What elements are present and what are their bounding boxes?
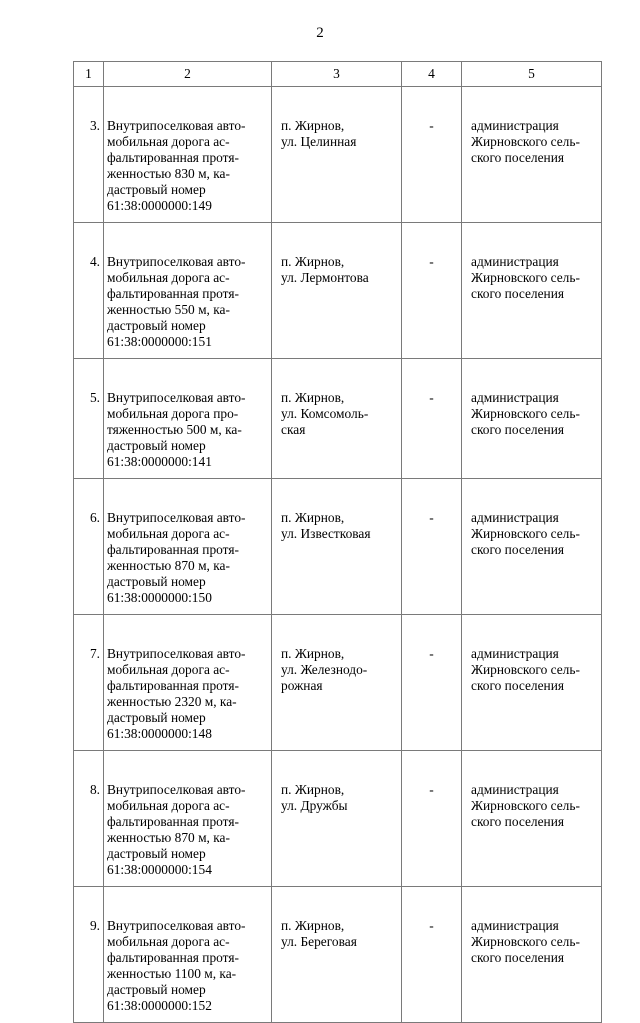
row-number-cell (74, 223, 104, 359)
road-name-cell (104, 615, 272, 751)
row-number-cell (74, 87, 104, 223)
column4-value: - (429, 254, 434, 269)
row-number-cell (74, 359, 104, 479)
owner-line: администрация (471, 646, 559, 661)
road-name-line: женностью 870 м, ка- (107, 830, 230, 845)
row-number-cell (74, 887, 104, 1023)
column-header-4: 4 (402, 62, 462, 87)
column4-cell (402, 223, 462, 359)
road-name-line: фальтированная протя- (107, 950, 239, 965)
address-line: п. Жирнов, (281, 118, 345, 133)
road-name-line: фальтированная протя- (107, 542, 239, 557)
address-line: ул. Комсомоль- (281, 406, 369, 421)
address-line: п. Жирнов, (281, 254, 345, 269)
table-header (74, 62, 602, 87)
column4-value: - (429, 646, 434, 661)
owner-line: ского поселения (471, 150, 565, 165)
address-line: п. Жирнов, (281, 390, 345, 405)
row-number-cell (74, 479, 104, 615)
road-name-line: Внутрипоселковая авто- (107, 510, 246, 525)
road-name-cell (104, 87, 272, 223)
owner-line: администрация (471, 390, 559, 405)
column-header-1: 1 (74, 62, 104, 87)
road-name-cell (104, 887, 272, 1023)
column4-cell (402, 479, 462, 615)
owner-line: Жирновского сель- (471, 270, 580, 285)
column4-cell (402, 751, 462, 887)
header-row (74, 62, 602, 87)
address-cell (272, 87, 402, 223)
address-line: ул. Лермонтова (281, 270, 369, 285)
address-line: ул. Береговая (281, 934, 357, 949)
table-row (74, 887, 602, 1023)
road-name-line: мобильная дорога ас- (107, 270, 230, 285)
road-name-line: женностью 550 м, ка- (107, 302, 230, 317)
owner-line: ского поселения (471, 286, 565, 301)
address-line: п. Жирнов, (281, 782, 345, 797)
column-header-5: 5 (462, 62, 602, 87)
road-name-line: 61:38:0000000:149 (107, 198, 212, 213)
road-name-line: мобильная дорога про- (107, 406, 239, 421)
road-name-line: Внутрипоселковая авто- (107, 782, 246, 797)
roads-table (73, 61, 602, 1023)
column-header-2: 2 (104, 62, 272, 87)
owner-line: ского поселения (471, 422, 565, 437)
column4-cell (402, 615, 462, 751)
address-line: ул. Известковая (281, 526, 371, 541)
road-name-line: Внутрипоселковая авто- (107, 390, 246, 405)
row-number: 7. (89, 646, 100, 661)
column4-value: - (429, 118, 434, 133)
road-name-line: мобильная дорога ас- (107, 134, 230, 149)
road-name-cell (104, 751, 272, 887)
road-name-line: фальтированная протя- (107, 286, 239, 301)
road-name-line: дастровый номер (107, 982, 206, 997)
road-name-line: женностью 2320 м, ка- (107, 694, 237, 709)
owner-line: Жирновского сель- (471, 134, 580, 149)
address-line: ская (281, 422, 306, 437)
road-name-line: 61:38:0000000:148 (107, 726, 212, 741)
row-number: 3. (89, 118, 100, 133)
table-row (74, 223, 602, 359)
road-name-line: 61:38:0000000:150 (107, 590, 212, 605)
road-name-line: Внутрипоселковая авто- (107, 118, 246, 133)
road-name-line: фальтированная протя- (107, 678, 239, 693)
row-number: 9. (89, 918, 100, 933)
road-name-line: 61:38:0000000:151 (107, 334, 212, 349)
owner-line: Жирновского сель- (471, 934, 580, 949)
owner-line: администрация (471, 510, 559, 525)
row-number-cell (74, 615, 104, 751)
row-number-cell (74, 751, 104, 887)
road-name-cell (104, 223, 272, 359)
owner-line: ского поселения (471, 950, 565, 965)
address-line: ул. Дружбы (281, 798, 348, 813)
owner-line: ского поселения (471, 542, 565, 557)
owner-cell (462, 359, 602, 479)
address-cell (272, 615, 402, 751)
column4-value: - (429, 510, 434, 525)
column4-cell (402, 359, 462, 479)
address-cell (272, 359, 402, 479)
address-cell (272, 751, 402, 887)
road-name-line: Внутрипоселковая авто- (107, 918, 246, 933)
road-name-line: дастровый номер (107, 574, 206, 589)
table-body (74, 87, 602, 1023)
owner-cell (462, 87, 602, 223)
row-number: 8. (89, 782, 100, 797)
owner-line: Жирновского сель- (471, 406, 580, 421)
column4-cell (402, 887, 462, 1023)
road-name-line: женностью 1100 м, ка- (107, 966, 237, 981)
road-name-line: дастровый номер (107, 846, 206, 861)
table-row (74, 359, 602, 479)
owner-line: ского поселения (471, 814, 565, 829)
owner-line: ского поселения (471, 678, 565, 693)
address-cell (272, 479, 402, 615)
address-line: п. Жирнов, (281, 646, 345, 661)
owner-line: администрация (471, 918, 559, 933)
row-number: 4. (89, 254, 100, 269)
table-row (74, 87, 602, 223)
table-row (74, 751, 602, 887)
address-line: ул. Железнодо- (281, 662, 368, 677)
address-cell (272, 223, 402, 359)
owner-cell (462, 887, 602, 1023)
owner-line: Жирновского сель- (471, 526, 580, 541)
road-name-line: дастровый номер (107, 318, 206, 333)
road-name-line: 61:38:0000000:152 (107, 998, 212, 1013)
road-name-line: женностью 870 м, ка- (107, 558, 230, 573)
column4-value: - (429, 390, 434, 405)
road-name-line: дастровый номер (107, 182, 206, 197)
owner-line: администрация (471, 118, 559, 133)
owner-cell (462, 615, 602, 751)
owner-line: Жирновского сель- (471, 798, 580, 813)
road-name-line: дастровый номер (107, 438, 206, 453)
road-name-line: тяженностью 500 м, ка- (107, 422, 242, 437)
column-header-3: 3 (272, 62, 402, 87)
road-name-line: женностью 830 м, ка- (107, 166, 230, 181)
address-cell (272, 887, 402, 1023)
address-line: п. Жирнов, (281, 918, 345, 933)
road-name-line: Внутрипоселковая авто- (107, 254, 246, 269)
row-number: 6. (89, 510, 100, 525)
road-name-line: Внутрипоселковая авто- (107, 646, 246, 661)
owner-cell (462, 479, 602, 615)
road-name-line: мобильная дорога ас- (107, 662, 230, 677)
column4-value: - (429, 782, 434, 797)
column4-cell (402, 87, 462, 223)
road-name-line: дастровый номер (107, 710, 206, 725)
address-line: п. Жирнов, (281, 510, 345, 525)
owner-cell (462, 223, 602, 359)
owner-line: администрация (471, 254, 559, 269)
road-name-line: мобильная дорога ас- (107, 934, 230, 949)
road-name-line: мобильная дорога ас- (107, 798, 230, 813)
table-row (74, 479, 602, 615)
row-number: 5. (89, 390, 100, 405)
page-number: 2 (316, 25, 324, 41)
owner-cell (462, 751, 602, 887)
road-name-line: мобильная дорога ас- (107, 526, 230, 541)
column4-value: - (429, 918, 434, 933)
address-line: ул. Целинная (281, 134, 357, 149)
owner-line: Жирновского сель- (471, 662, 580, 677)
road-name-line: 61:38:0000000:154 (107, 862, 212, 877)
road-name-line: фальтированная протя- (107, 150, 239, 165)
owner-line: администрация (471, 782, 559, 797)
road-name-cell (104, 359, 272, 479)
road-name-line: фальтированная протя- (107, 814, 239, 829)
address-line: рожная (281, 678, 323, 693)
table-row (74, 615, 602, 751)
road-name-cell (104, 479, 272, 615)
road-name-line: 61:38:0000000:141 (107, 454, 212, 469)
